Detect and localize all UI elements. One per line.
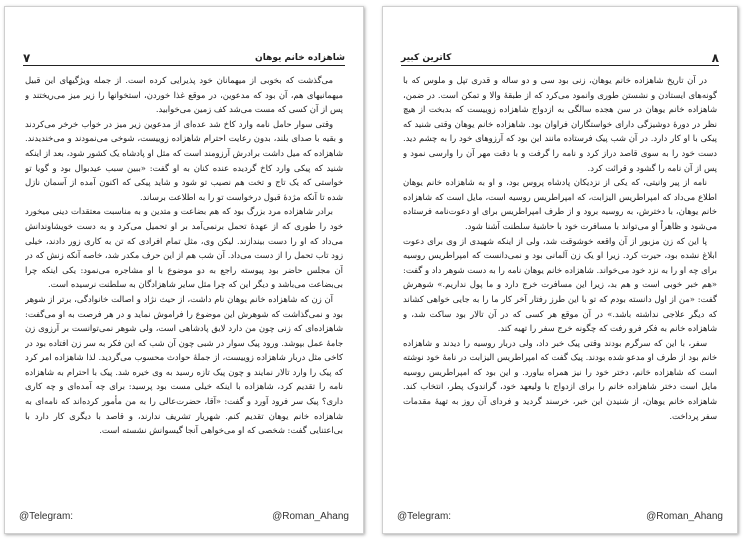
right-page	[382, 6, 738, 534]
channel-handle: @Roman_Ahang	[646, 510, 723, 522]
telegram-label: @Telegram:	[19, 510, 74, 522]
left-page	[4, 6, 364, 534]
left-page-body	[25, 73, 343, 491]
page-number: ۸	[711, 51, 719, 65]
paragraph: برادر شاهزاده مرد بزرگ بود که هم بضاعت و متدین و به مناسبت معتقدات دینی میخورد خود را طوری که از عهدهٔ تحمل برنمی‌آمد بر او تحمیل می‌کرد و به دست خویشاوندانش می‌داد که او را دست بیندازند. لیکن وی، مثل تمام افرادی که تن به کاری زور دادند، خیلی زود تاب تحمل را از دست می‌داد. آن شب هم از این حرف مکدر شد، خاصه آنکه زنش که در آن مجلس حاضر بود پیوسته راجع به دو موضوع با او مشاجره می‌نمود: یکی اینکه چرا بی‌بضاعت می‌باشد و دیگر این که چرا مثل سایر شاهزادگان به سلطنت نرسیده است.	[25, 206, 343, 290]
right-page-footer	[397, 509, 723, 523]
paragraph: وقتی سوار حامل نامه وارد کاخ شد عده‌ای از مدعوین زیر میز در خواب خرخر می‌کردند و بقیه با صدای بلند، بدون رعایت احترام شاهزاده زوییست، شوخی می‌نمودند و می‌خندیدند. شاهزاده که میل داشت برادرش آرزومند است که مثل او پادشاه یک کشور شود، بعد از اینکه شنید که پیکی وارد کاخ گردیده عنده کنان به او گفت: «ببین سبب عیدبوال بود و گویا تو خواستی که یک تاج و تخت هم نصیب تو شود و شاید پیکی که اکنون آمده از آسمان نازل شده تا آنکه مژدهٔ قبول درخواست تو را به اطلاعت برساند.	[25, 118, 343, 202]
page-number: ۷	[23, 51, 31, 65]
channel-handle: @Roman_Ahang	[272, 510, 349, 522]
paragraph: در آن تاریخ شاهزاده خانم یوهان، زنی بود سی و دو ساله و قدری تپل و ملوس که با گونه‌های ایستادن و نشستن طوری وانمود می‌کرد که از طبقهٔ والا و تمکن است. در ضمن، شاهزاده خانم یوهان در سن هجده سالگی به ازدواج شاهزاده زوییست که بدبخت از هیچ نظر در دورهٔ دوشیزگی دارای خواستگاران فراوان بود. شاهزاده خانم یوهان وقتی شنید که پیکی با او کار دارد. در آن شب پیک فرستاده مانند این بود که آرزوهای خود را به چشم دید. دست خود را به سوی قاصد دراز کرد و نامه را گرفت و با دقت مهر آن را وارسی نمود و پس از آن نامه را گشود و قرائت کرد.	[403, 75, 717, 173]
right-page-header	[401, 49, 719, 66]
left-page-footer	[19, 509, 349, 523]
running-title: شاهزاده خانم یوهان	[255, 53, 345, 63]
paragraph: می‌گذشت که بخوبی از میهمانان خود پذیرایی کرده است. از جمله ویژگیهای این قبیل میهمانیهای هم، آن بود که مدعوین، در موقع غذا خوردن، استخوانها را زیر میز می‌ریختند و پس از آن کسی که مست می‌شد کف زمین می‌خوابید.	[25, 75, 343, 115]
right-page-body	[403, 73, 717, 491]
paragraph: پا این که زن مزبور از آن واقعه خوشوقت شد، ولی از اینکه شهیدی از وی برای دعوت ابلاغ نشده بود، حیرت کرد. زیرا او یک زن آلمانی بود و نمی‌دانست که امپراطریس روسیه برای چه او را به نزد خود می‌خواند. شاهزاده خانم یوهان نامه را به دست شوهر داد و گفت: «هم خبر خوبی است و هم بد، زیرا این مسافرت خرج دارد و ما پول نداریم.» شوهرش گفت: «من از اول دانسته بودم که تو با این طرز رفتار آخر کار ما را به جایی خواهی کشاند که دیگر علاجی نداشته باشد.» در آن موقع هر کسی که در آن تالار بود ساکت شد، و شاهزاده خانم به فکر فرو رفت که چگونه خرج سفر را تهیه کند.	[403, 235, 717, 334]
running-title: کاترین کبیر	[401, 53, 452, 63]
telegram-label: @Telegram:	[397, 510, 452, 522]
paragraph: سفر، با این که سرگرم بودند وقتی پیک خبر داد، ولی دربار روسیه را دیدند و شاهزاده خانم بود از طرف او مدعو شده بودند. پیک گفت که امپراطریس الیزابت در نامهٔ خود نوشته است که شاهزاده خانم، دختر خود را نیز همراه بیاورد. و این بود که امپراطریس روسیه مایل است دختر شاهزاده خانم را برای ازدواج با ولیعهد خود، گراندوک پطر، انتخاب کند. شاهزاده خانم یوهان، از شنیدن این خبر، خرسند گردید و فردای آن روز به تهیهٔ مقدمات سفر پرداخت.	[403, 337, 717, 421]
paragraph: نامه از پیر وانیتی، که یکی از نزدیکان پادشاه پروس بود، و او به شاهزاده خانم یوهان اطلاع می‌داد که امپراطریس الیزابت، که امپراطریس روسیه است، مایل است که شاهزاده خانم یوهان، با دخترش، به روسیه برود و از طرف امپراطریس برای او دعوت‌نامه فرستاده می‌شود و ظاهراً او می‌تواند با مسافرت خود با حاشیهٔ سلطنت آشنا شود.	[403, 177, 717, 231]
paragraph: آن زن که شاهزاده خانم یوهان نام داشت، از حیث نژاد و اصالت خانوادگی، برتر از شوهر بود و نمی‌گذاشت که شوهرش این موضوع را فراموش نماید و در هر فرصت به او می‌گفت: شاهزاده‌ای که زنی چون من دارد لایق پادشاهی است، ولی شوهر نمی‌توانست بر آرزوی زن جامهٔ عمل بپوشد. ورود پیک سوار در شبی چون آن شب که این فکر به سر زن افتاده بود در کاخی مثل دربار شاهزاده زوییست، از جملهٔ حوادث محسوب می‌گردید. لذا شاهزاده امر کرد که پیک را وارد تالار نمایند و چون پیک تازه رسید به وی خیره شد. پیک با احترام به شاهزاده نامه را تقدیم کرد، شاهزاده با اینکه خیلی مست بود پرسید: برای چه آمده‌ای و چه کاری داری؟ پیک سر فرود آورد و گفت: «آقا، حضرت‌عالی را به من مأمور کرده‌اند که نامه‌ای به شاهزاده خانم یوهان تقدیم کنم. شهریار تشریف ندارند، و قاصد با دیگری کار دارد با بی‌اعتنایی گفت: شخصی که او می‌خواهی آنجا گیسوانش نشسته است.	[25, 293, 343, 436]
left-page-header	[23, 49, 345, 66]
